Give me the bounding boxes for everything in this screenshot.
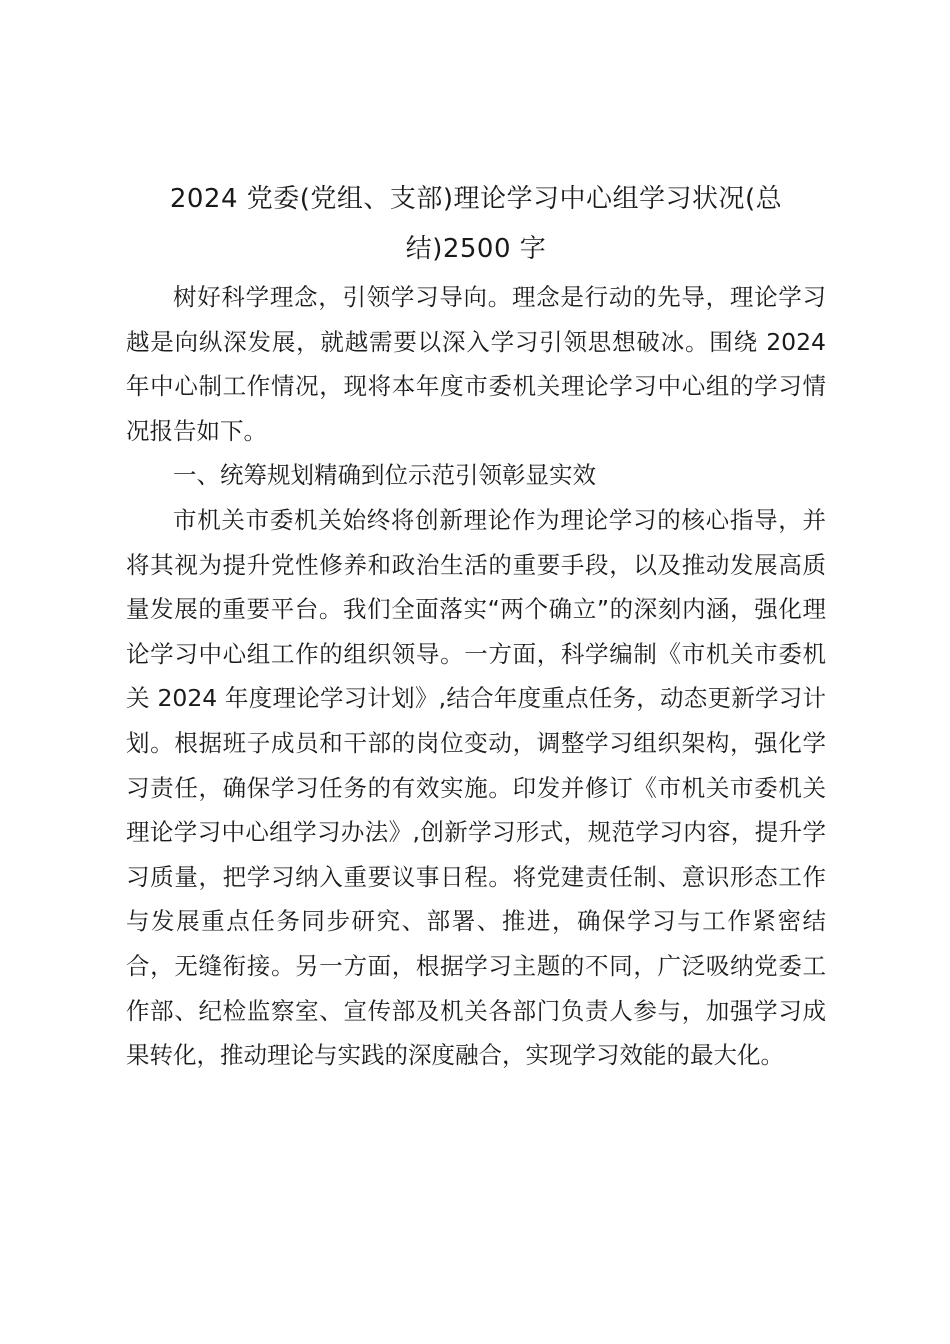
document-title-line-1: 2024 党委(党组、支部)理论学习中心组学习状况(总 (169, 184, 783, 214)
document-title-line-2: 结)2500 字 (405, 234, 547, 264)
section-1-paragraph: 市机关市委机关始终将创新理论作为理论学习的核心指导，并将其视为提升党性修养和政治生活的重要手段，以及推动发展高质量发展的重要平台。我们全面落实“两个确立”的深刻内涵，强化理论学习中心组工作的组织领导。一方面，科学编制《市机关市委机关 2024 年度理论学习计划》,结合年度重点任务，动态更新学习计划。根据班子成员和干部的岗位变动，调整学习组织架构，强化学习责任，确保学习任务的有效实施。印发并修订《市机关市委机关理论学习中心组学习办法》,创新学习形式，规范学习内容，提升学习质量，把学习纳入重要议事日程。将党建责任制、意识形态工作与发展重点任务同步研究、部署、推进，确保学习与工作紧密结合，无缝衔接。另一方面，根据学习主题的不同，广泛吸纳党委工作部、纪检监察室、宣传部及机关各部门负责人参与，加强学习成果转化，推动理论与实践的深度融合，实现学习效能的最大化。 (126, 506, 826, 1070)
section-heading-1: 一、统筹规划精确到位示范引领彰显实效 (173, 461, 596, 489)
document-title (126, 174, 826, 274)
intro-paragraph: 树好科学理念，引领学习导向。理念是行动的先导，理论学习越是向纵深发展，就越需要以深入学习引领思想破冰。围绕 2024 年中心制工作情况，现将本年度市委机关理论学习中心组的学习情况报告如下。 (126, 283, 826, 445)
